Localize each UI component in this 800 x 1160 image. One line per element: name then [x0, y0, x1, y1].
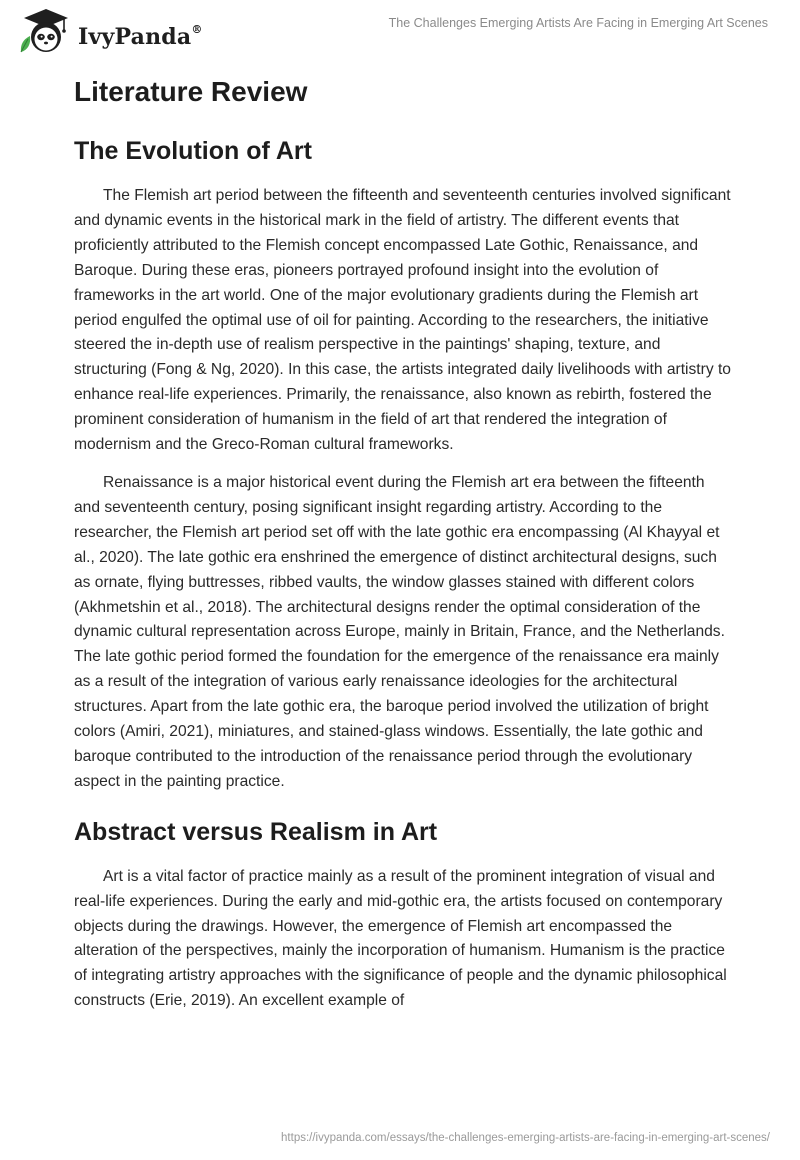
ivypanda-logo[interactable] [16, 6, 216, 58]
logo-wordmark: IvyPanda® [78, 22, 203, 50]
page-heading: Literature Review [74, 76, 308, 107]
paragraph: Art is a vital factor of practice mainly as a result of the prominent integration of visual and real-life experiences. During the early and mid-gothic era, the artists focused on contemporary objects during the drawings. However, the emergence of Flemish art encompassed the alteration of the perspectives, mainly the incorporation of humanism. Humanism is the practice of integrating artistry approaches with the significance of people and the dynamic philosophical constructs (Erie, 2019). An excellent example of [74, 867, 727, 1010]
paragraph: The Flemish art period between the fifteenth and seventeenth centuries involved significant and dynamic events in the historical mark in the field of artistry. The different events that proficiently attributed to the Flemish concept encompassed Late Gothic, Renaissance, and Baroque. During these eras, pioneers portrayed profound insight into the evolution of frameworks in the art world. One of the major evolutionary gradients during the Flemish art period engulfed the optimal use of oil for painting. According to the researchers, the initiative steered the in-depth use of realism perspective in the paintings' shaping, texture, and structuring (Fong & Ng, 2020). In this case, the artists integrated daily livelihoods with artistry to enhance real-life experiences. Primarily, the renaissance, also known as rebirth, fostered the prominent consideration of humanism in the field of art that rendered the integration of modernism and the Greco-Roman cultural frameworks. [74, 187, 731, 454]
section-title-abstract-realism: Abstract versus Realism in Art [74, 817, 438, 846]
essay-content [74, 72, 734, 1027]
section-title-evolution: The Evolution of Art [74, 137, 312, 165]
panda-graduate-icon [16, 6, 72, 58]
document-title: The Challenges Emerging Artists Are Facing in Emerging Art Scenes [388, 16, 768, 30]
footer-url[interactable]: https://ivypanda.com/essays/the-challenges-emerging-artists-are-facing-in-emerging-art-scenes/ [281, 1132, 770, 1144]
paragraph: Renaissance is a major historical event during the Flemish art era between the fifteenth and seventeenth century, posing significant insight regarding artistry. According to the researcher, the Flemish art period set off with the late gothic era encompassing (Al Khayyal et al., 2020). The late gothic era enshrined the emergence of distinct architectural designs, such as ornate, flying buttresses, ribbed vaults, the window glasses stained with different colors (Akhmetshin et al., 2018). The architectural designs render the optimal consideration of the dynamic cultural representation across Europe, mainly in Britain, France, and the Netherlands. The late gothic period formed the foundation for the emergence of the renaissance era mainly as a result of the integration of various early renaissance ideologies for the architectural structures. Apart from the late gothic era, the baroque period involved the utilization of bright colors (Amiri, 2021), miniatures, and stained-glass windows. Essentially, the late gothic and baroque contributed to the introduction of the renaissance period through the evolutionary aspect in the painting practice. [74, 473, 725, 790]
page-header [0, 0, 800, 70]
